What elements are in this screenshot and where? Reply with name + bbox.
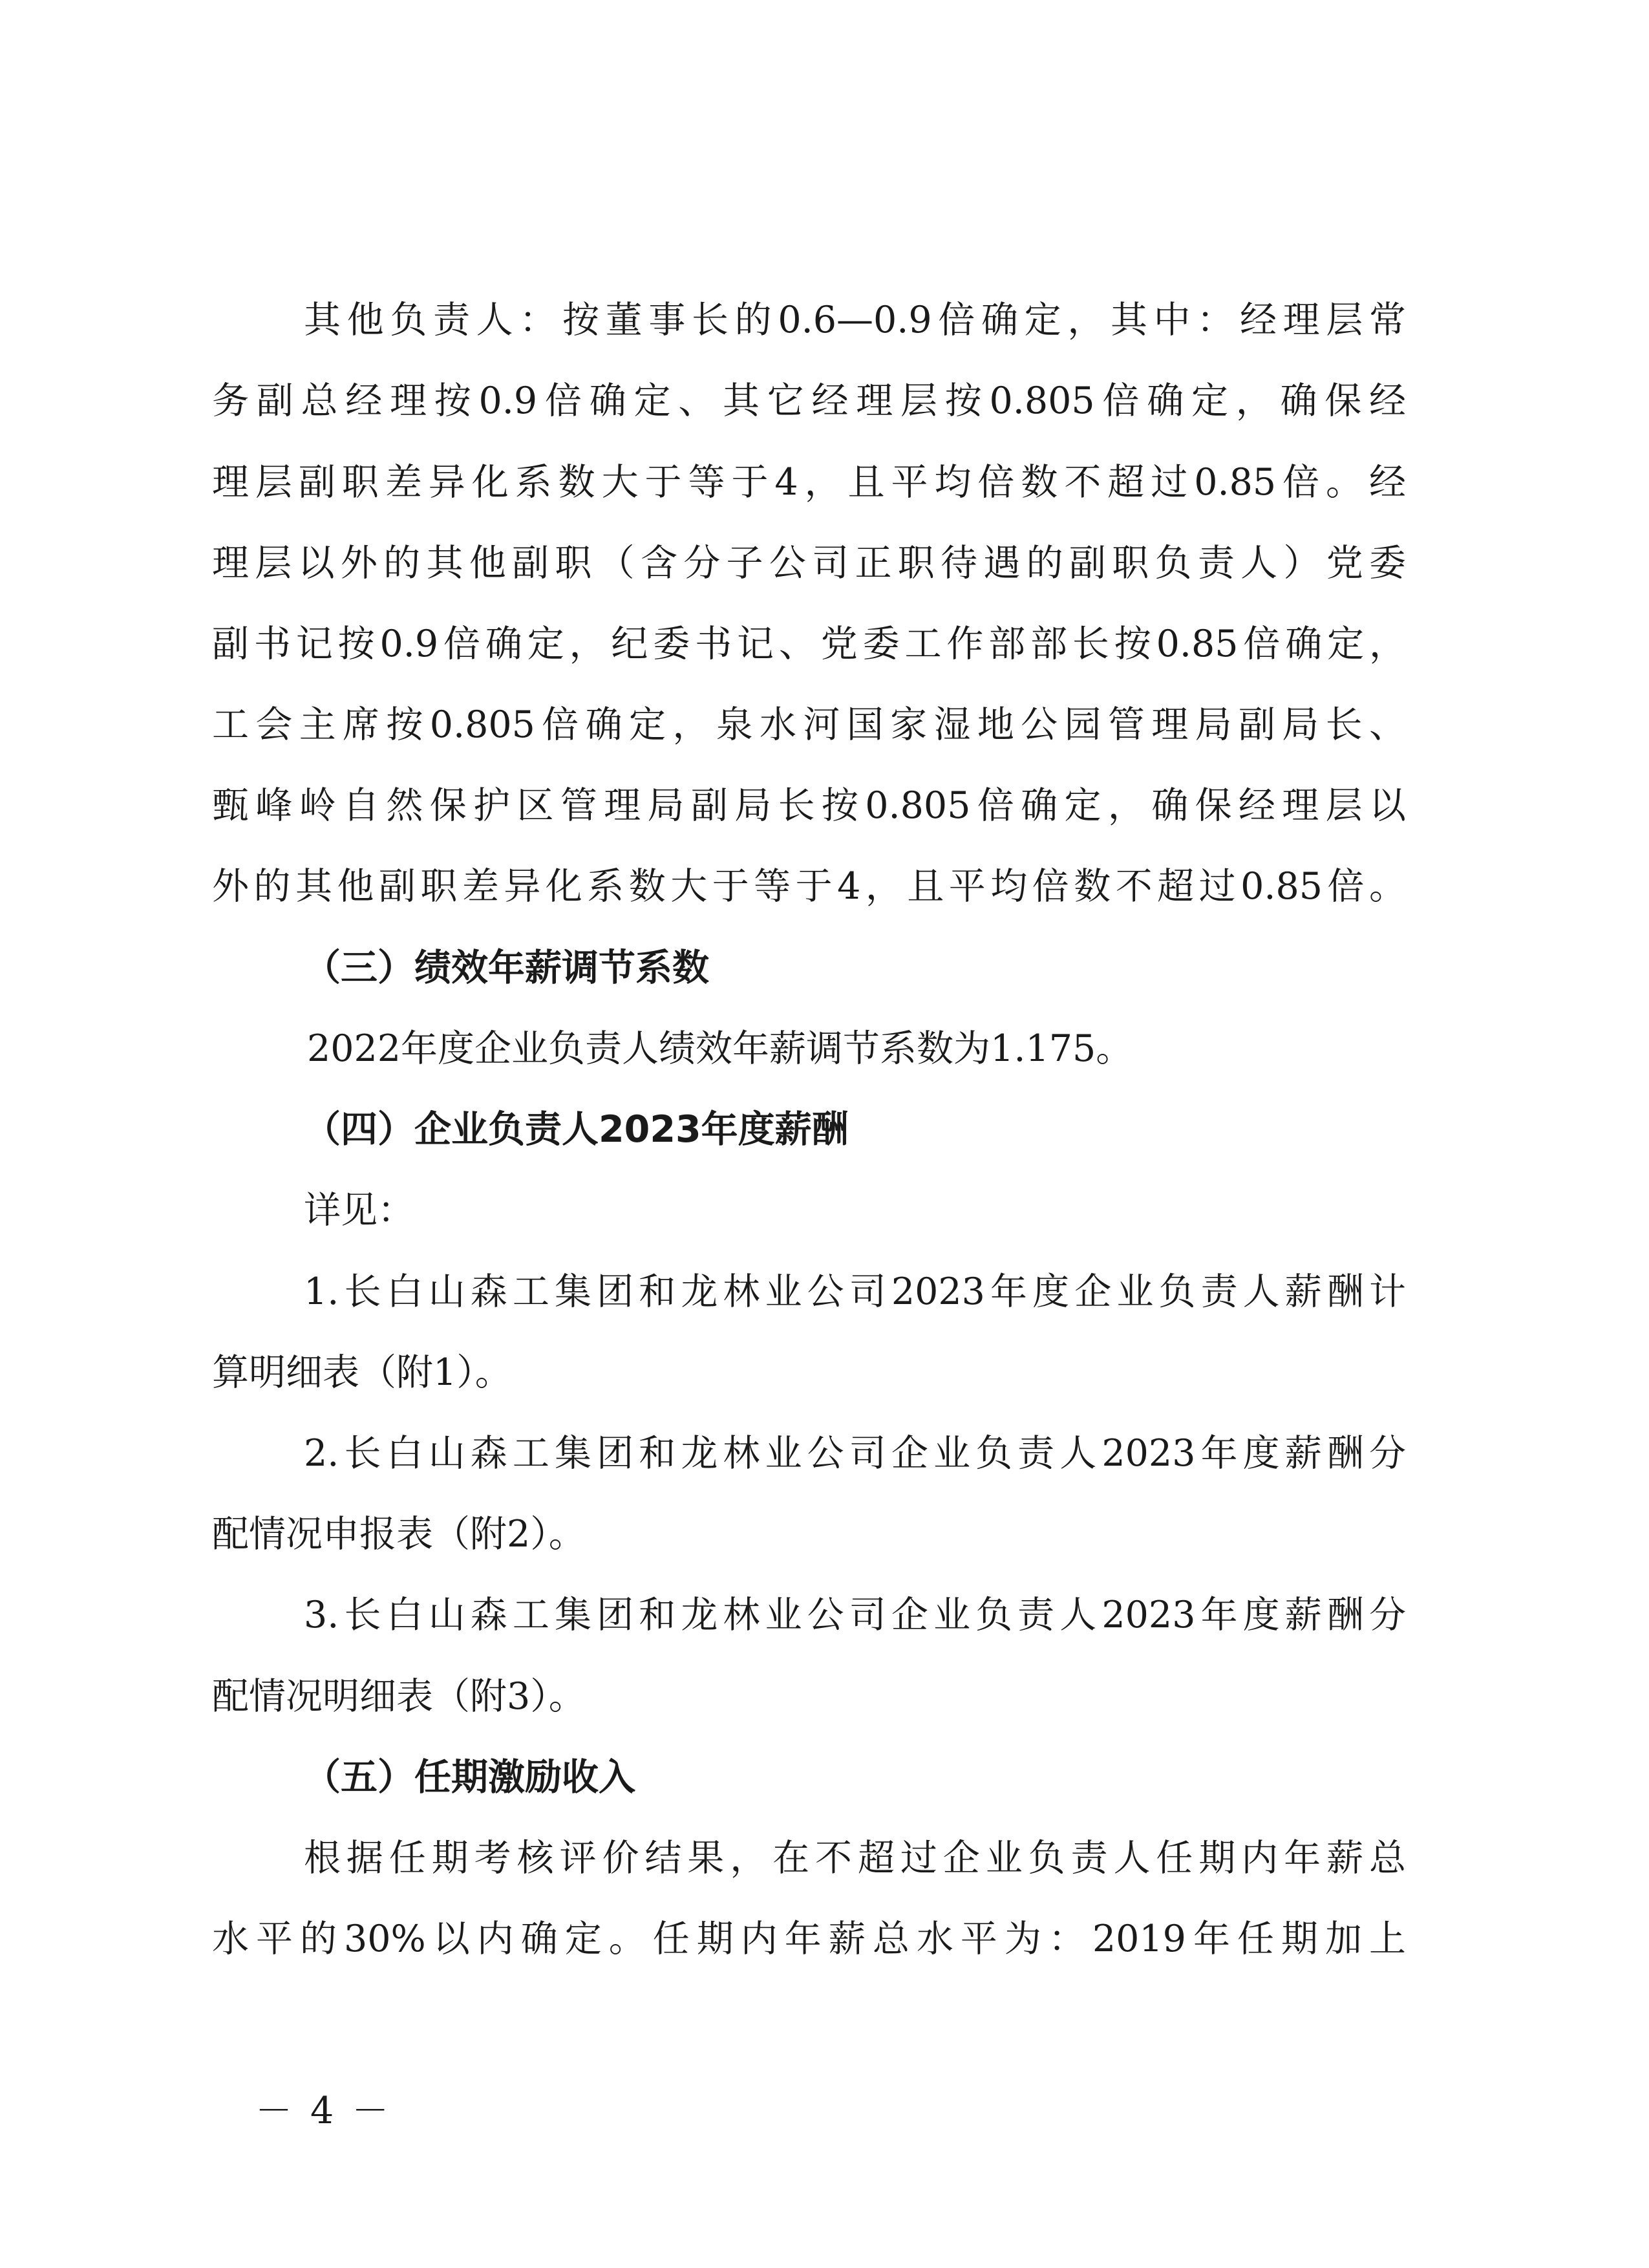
section-heading: （五）任期激励收入 <box>304 1756 635 1799</box>
paragraph-line: 工会主席按0.805倍确定，泉水河国家湿地公园管理局副局长、 <box>212 703 1406 746</box>
paragraph-line: 2.长白山森工集团和龙林业公司企业负责人2023年度薪酬分 <box>304 1432 1406 1475</box>
paragraph-line: 水平的30%以内确定。任期内年薪总水平为：2019年任期加上 <box>212 1918 1406 1960</box>
paragraph-line: 其他负责人：按董事长的0.6—0.9倍确定，其中：经理层常 <box>304 299 1406 341</box>
paragraph-line: 1.长白山森工集团和龙林业公司2023年度企业负责人薪酬计 <box>304 1270 1406 1313</box>
paragraph-line: 3.长白山森工集团和龙林业公司企业负责人2023年度薪酬分 <box>304 1594 1406 1636</box>
paragraph-line: 根据任期考核评价结果，在不超过企业负责人任期内年薪总 <box>304 1837 1406 1879</box>
paragraph-line: 2022年度企业负责人绩效年薪调节系数为1.175。 <box>307 1027 1133 1070</box>
paragraph-line: 算明细表（附1）。 <box>212 1351 512 1394</box>
paragraph-line: 详见： <box>304 1189 414 1232</box>
paragraph-line: 理层以外的其他副职（含分子公司正职待遇的副职负责人）党委 <box>212 542 1406 584</box>
page-number: －4－ <box>255 2090 407 2132</box>
section-heading: （三）绩效年薪调节系数 <box>304 947 709 989</box>
paragraph-line: 理层副职差异化系数大于等于4，且平均倍数不超过0.85倍。经 <box>212 461 1406 504</box>
paragraph-line: 外的其他副职差异化系数大于等于4，且平均倍数不超过0.85倍。 <box>212 865 1406 908</box>
paragraph-line: 甄峰岭自然保护区管理局副局长按0.805倍确定，确保经理层以 <box>212 784 1406 827</box>
paragraph-line: 配情况明细表（附3）。 <box>212 1675 586 1718</box>
paragraph-line: 配情况申报表（附2）。 <box>212 1513 586 1556</box>
paragraph-line: 务副总经理按0.9倍确定、其它经理层按0.805倍确定，确保经 <box>212 380 1406 422</box>
paragraph-line: 副书记按0.9倍确定，纪委书记、党委工作部部长按0.85倍确定， <box>212 623 1406 665</box>
section-heading: （四）企业负责人2023年度薪酬 <box>304 1108 849 1151</box>
